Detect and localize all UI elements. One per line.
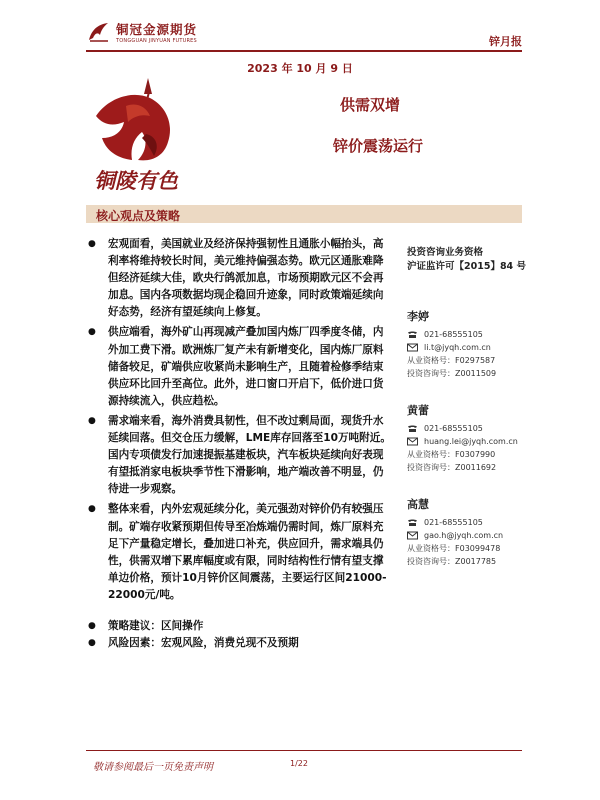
analyst-cert (407, 354, 532, 367)
email-address[interactable]: li.t@jyqh.com.cn (424, 343, 491, 352)
analyst-card (407, 308, 532, 380)
analyst-email (407, 529, 532, 542)
risk-factors: ● 风险因素：宏观风险，消费兑现不及预期 (86, 635, 392, 652)
invest-label: 投资咨询号： (407, 369, 455, 378)
analyst-phone (407, 516, 532, 529)
analyst-invest (407, 367, 532, 380)
analyst-invest (407, 461, 532, 474)
analyst-name: 李婷 (407, 310, 429, 323)
company-name: 铜冠金源期货 (116, 22, 198, 37)
phone-icon (407, 518, 418, 527)
analyst-card (407, 402, 532, 474)
company-logo (86, 18, 216, 48)
cert-label: 从业资格号： (407, 450, 455, 459)
strategy-suggestion: ● 策略建议：区间操作 (86, 618, 392, 635)
header-divider (86, 50, 522, 52)
email-icon (407, 437, 418, 446)
phone-icon (407, 330, 418, 339)
phone-icon (407, 424, 418, 433)
analyst-cert (407, 542, 532, 555)
analyst-phone (407, 328, 532, 341)
analyst-sidebar (407, 246, 532, 590)
footer-divider (86, 750, 522, 751)
email-address[interactable]: gao.h@jyqh.com.cn (424, 531, 504, 540)
phone-number: 021-68555105 (424, 424, 483, 433)
bullet-demand: ● 需求端来看，海外消费具韧性，但不改过剩局面，现货升水延续回落。但交仓压力缓解，LME库存回落至10万吨附近。国内专项债发行加速提振基建板块，汽车板块延续向好表现有望抵消家电板块季节性下滑影响，地产端改善不明显，仍待进一步观察。 (86, 413, 392, 498)
analyst-email (407, 341, 532, 354)
cert-number: F03099478 (455, 544, 501, 553)
analyst-card (407, 496, 532, 568)
cert-number: F0307990 (455, 450, 496, 459)
email-address[interactable]: huang.lei@jyqh.com.cn (424, 437, 518, 446)
company-logo-icon (86, 20, 112, 44)
analyst-email (407, 435, 532, 448)
cert-label: 从业资格号： (407, 544, 455, 553)
license-number: 沪证监许可【2015】84 号 (407, 261, 526, 272)
company-name-en: TONGGUAN JINYUAN FUTURES (116, 38, 197, 44)
company-emblem-icon (86, 76, 196, 196)
analyst-name: 黄蕾 (407, 404, 429, 417)
invest-label: 投资咨询号： (407, 557, 455, 566)
email-icon (407, 531, 418, 540)
cert-number: F0297587 (455, 356, 496, 365)
analyst-phone (407, 422, 532, 435)
invest-number: Z0011692 (455, 463, 497, 472)
section-title: 核心观点及策略 (96, 209, 181, 223)
license-title: 投资咨询业务资格 (407, 247, 484, 258)
bullet-macro: ● 宏观面看，美国就业及经济保持强韧性且通胀小幅抬头，高利率将维持较长时间，美元维持偏强态势。欧元区通胀难降但经济延续大佳，欧央行鸽派加息，市场预期欧元区不会再加息。国内各项数据均现企稳回升迹象，同时政策端延续向好态势，经济有望延续向上修复。 (86, 236, 392, 321)
report-title-main: 供需双增 (340, 96, 401, 114)
phone-number: 021-68555105 (424, 330, 483, 339)
disclaimer-note: 敬请参阅最后一页免责声明 (93, 762, 213, 773)
cert-label: 从业资格号： (407, 356, 455, 365)
phone-number: 021-68555105 (424, 518, 483, 527)
page-number: 1/22 (290, 759, 308, 768)
invest-number: Z0011509 (455, 369, 497, 378)
core-views (86, 236, 392, 655)
emblem-text: 铜陵有色 (94, 168, 178, 193)
bullet-supply: ● 供应端看，海外矿山再现减产叠加国内炼厂四季度冬储，内外加工费下滑。欧洲炼厂复产未有新增变化，国内炼厂原料储备较足，矿端供应收紧尚未影响生产，且随着检修季结束供应环比回升至高位。此外，进口窗口开启下，低价进口货源持续流入，供应趋松。 (86, 324, 392, 409)
report-type: 锌月报 (489, 35, 522, 48)
invest-label: 投资咨询号： (407, 463, 455, 472)
analyst-cert (407, 448, 532, 461)
analyst-invest (407, 555, 532, 568)
bullet-overall: ● 整体来看，内外宏观延续分化，美元强劲对锌价仍有较强压制。矿端存收紧预期但传导至冶炼端仍需时间，炼厂原料充足下产量稳定增长，叠加进口补充，供应回升，需求端具仍性，供需双增下累库幅度或有限，同时结构性行情有望支撑单边价格，预计10月锌价区间震荡，主要运行区间21000-22000元/吨。 (86, 501, 392, 604)
analyst-name: 高慧 (407, 498, 429, 511)
email-icon (407, 343, 418, 352)
report-title-sub: 锌价震荡运行 (333, 137, 424, 155)
invest-number: Z0017785 (455, 557, 497, 566)
report-date: 2023 年 10 月 9 日 (247, 62, 353, 75)
